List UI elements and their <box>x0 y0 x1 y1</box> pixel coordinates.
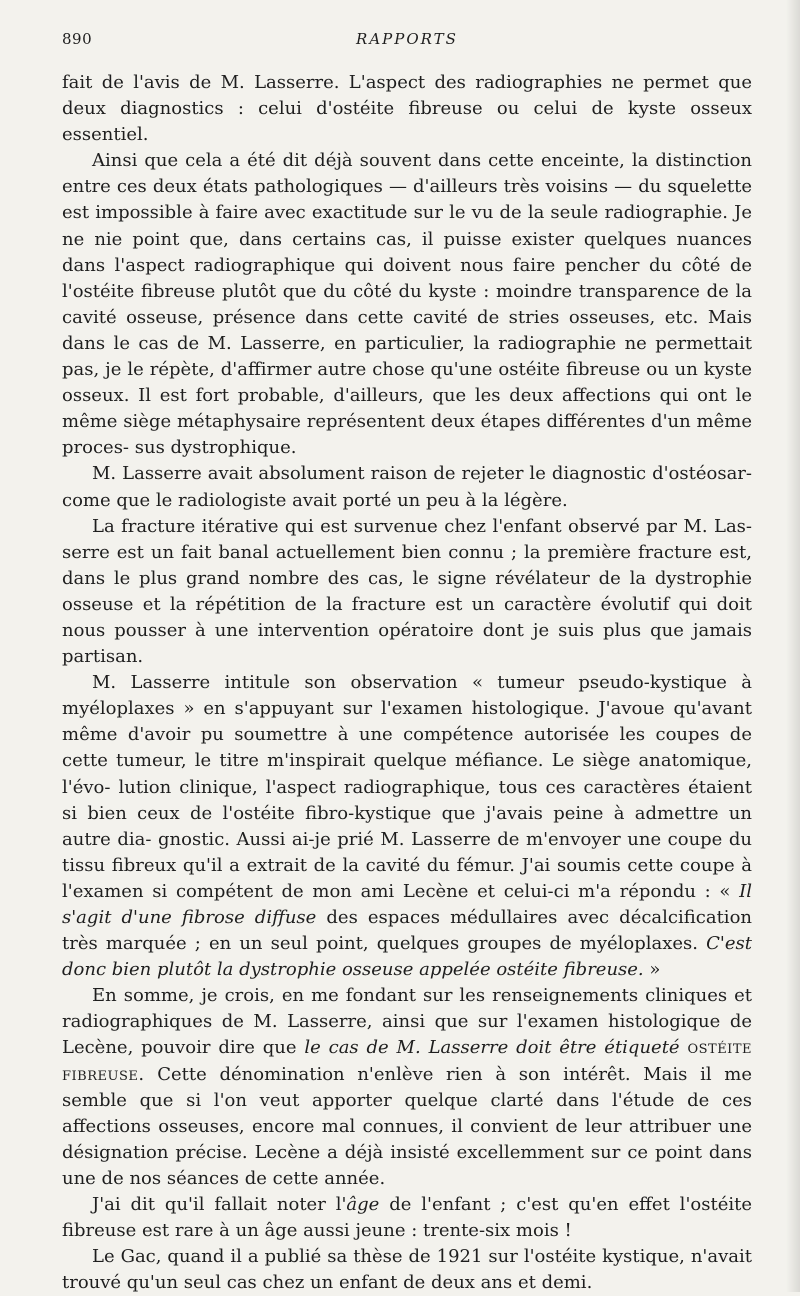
paragraph-7-text: J'ai dit qu'il fallait noter l' <box>92 1194 347 1216</box>
running-title: RAPPORTS <box>356 30 458 48</box>
paragraph-4-text: La fracture itérative qui est survenue chez l'enfant observé par M. Las- serre est un fait banal actuellement bien connu ; la première fracture est, dans le plus grand nombre des cas, le signe révélateur de la dystrophie osseuse et la répétition de la fracture est un caractère évolutif qui doit nous pousser à une intervention opératoire dont je suis plus que jamais partisan. <box>62 515 752 668</box>
paragraph-5-quote-italic-a: Il s'agit d'une fibrose diffuse <box>62 880 752 928</box>
paragraph-7-italic: âge <box>346 1194 380 1216</box>
paragraph-6 <box>62 983 752 1192</box>
paragraph-5-quote-text: des espaces médullaires avec décalcification très marquée ; en un seul point, quelques groupes de myéloplaxes. <box>62 907 752 955</box>
paragraph-5 <box>62 670 752 983</box>
page-number: 890 <box>62 30 93 48</box>
paragraph-8 <box>62 1244 752 1296</box>
paragraph-1 <box>62 70 752 148</box>
page-edge-shadow <box>786 0 800 1292</box>
paragraph-2 <box>62 148 752 461</box>
paragraph-6-text-b: Cette dénomination n'enlève rien à son intérêt. Mais il me semble que si l'on veut apporter quelque clarté dans l'étude de ces affections osseuses, encore mal connues, il convient de leur attribuer une désignation précise. Lecène a déjà insisté excellemment sur ce point dans une de nos séances de cette année. <box>62 1063 752 1189</box>
page-header <box>62 30 752 50</box>
paragraph-5-quote-italic-b: C'est donc bien plutôt la dystrophie osseuse appelée ostéite fibreuse. <box>62 933 752 981</box>
paragraph-3 <box>62 461 752 513</box>
paragraph-5-quote-close: » <box>649 959 661 981</box>
paragraph-6-italic: le cas de M. Lasserre doit être étiqueté <box>304 1037 680 1059</box>
body-text <box>62 70 752 1296</box>
paragraph-7 <box>62 1192 752 1244</box>
paragraph-4 <box>62 514 752 671</box>
paragraph-5-text: M. Lasserre intitule son observation « tumeur pseudo-kystique à myéloplaxes » en s'appuyant sur l'examen histologique. J'avoue qu'avant même d'avoir pu soumettre à une compétence autorisée les coupes de cette tumeur, le titre m'inspirait quelque méfiance. Le siège anatomique, l'évo- lution clinique, l'aspect radiographique, tous ces caractères étaient si bien ceux de l'ostéite fibro-kystique que j'avais peine à admettre un autre dia- gnostic. Aussi ai-je prié M. Lasserre de m'envoyer une coupe du tissu fibreux qu'il a extrait de la cavité du fémur. J'ai soumis cette coupe à l'examen si compétent de mon ami Lecène et celui-ci m'a répondu : « <box>62 672 752 902</box>
paragraph-3-text: M. Lasserre avait absolument raison de rejeter le diagnostic d'ostéosar- come que le radiologiste avait porté un peu à la légère. <box>62 463 752 511</box>
paragraph-6-smallcaps: ostéite fibreuse. <box>62 1037 752 1085</box>
paragraph-2-text: Ainsi que cela a été dit déjà souvent dans cette enceinte, la distinction entre ces deux états pathologiques — d'ailleurs très voisins — du squelette est impossible à faire avec exactitude sur le vu de la seule radiographie. Je ne nie point que, dans certains cas, il puisse exister quelques nuances dans l'aspect radiographique qui doivent nous faire pencher du côté de l'ostéite fibreuse plutôt que du côté du kyste : moindre transparence de la cavité osseuse, présence dans cette cavité de stries osseuses, etc. Mais dans le cas de M. Lasserre, en particulier, la radiographie ne permettait pas, je le répète, d'affirmer autre chose qu'une ostéite fibreuse ou un kyste osseux. Il est fort probable, d'ailleurs, que les deux affections qui ont le même siège métaphysaire représentent deux étapes différentes d'un même proces- sus dystrophique. <box>62 150 752 459</box>
paragraph-8-text: Le Gac, quand il a publié sa thèse de 1921 sur l'ostéite kystique, n'avait trouvé qu'un seul cas chez un enfant de deux ans et demi. <box>62 1246 752 1294</box>
paragraph-1-text: fait de l'avis de M. Lasserre. L'aspect des radiographies ne permet que deux diagnostics : celui d'ostéite fibreuse ou celui de kyste osseux essentiel. <box>62 72 752 146</box>
paragraph-7-text-b: de l'enfant ; c'est qu'en effet l'ostéite fibreuse est rare à un âge aussi jeune : trente-six mois ! <box>62 1194 752 1242</box>
paragraph-6-text: En somme, je crois, en me fondant sur les renseignements cliniques et radiographiques de M. Lasserre, ainsi que sur l'examen histologique de Lecène, pouvoir dire que <box>62 985 752 1059</box>
